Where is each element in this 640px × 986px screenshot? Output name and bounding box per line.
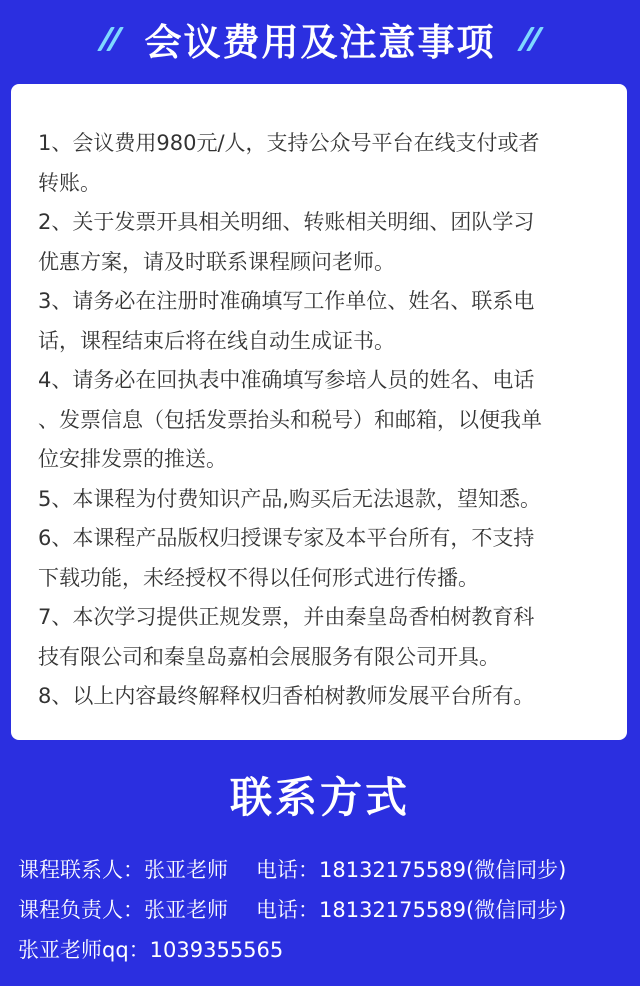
notice-item: 2、关于发票开具相关明细、转账相关明细、团队学习 优惠方案，请及时联系课程顾问老师。: [38, 210, 535, 274]
page-title: 会议费用及注意事项: [144, 21, 496, 64]
contact-label: 课程负责人：张亚老师: [18, 898, 228, 922]
notice-item: 1、会议费用980元/人，支持公众号平台在线支付或者 转账。: [38, 131, 540, 195]
notice-item: 7、本次学习提供正规发票，并由秦皇岛香柏树教育科 技有限公司和秦皇岛嘉柏会展服务有限公司开具。: [38, 605, 535, 669]
contact-qq: 张亚老师qq：1039355565: [18, 938, 284, 962]
left-slash-decoration-icon: [104, 27, 117, 51]
header-banner: [0, 0, 640, 78]
notice-item: 5、本课程为付费知识产品,购买后无法退款，望知悉。: [38, 486, 542, 511]
right-slash-decoration-icon: [524, 27, 537, 51]
contact-line-liaison: [18, 854, 566, 884]
contact-line-manager: [18, 894, 566, 924]
notice-item: 6、本课程产品版权归授课专家及本平台所有，不支持 下载功能，未经授权不得以任何形式进行传播。: [38, 526, 535, 590]
contact-phone: 电话：18132175589(微信同步): [256, 858, 567, 882]
contact-label: 课程联系人：张亚老师: [18, 858, 228, 882]
notice-card: [11, 84, 627, 740]
notice-item: 8、以上内容最终解释权归香柏树教师发展平台所有。: [38, 684, 535, 708]
contact-phone: 电话：18132175589(微信同步): [256, 898, 567, 922]
notice-item: 3、请务必在注册时准确填写工作单位、姓名、联系电 话，课程结束后将在线自动生成证书。: [38, 289, 535, 353]
notice-item: 4、请务必在回执表中准确填写参培人员的姓名、电话 、发票信息（包括发票抬头和税号）和邮箱，以便我单 位安排发票的推送。: [38, 368, 542, 471]
contact-section-title: 联系方式: [229, 773, 410, 822]
